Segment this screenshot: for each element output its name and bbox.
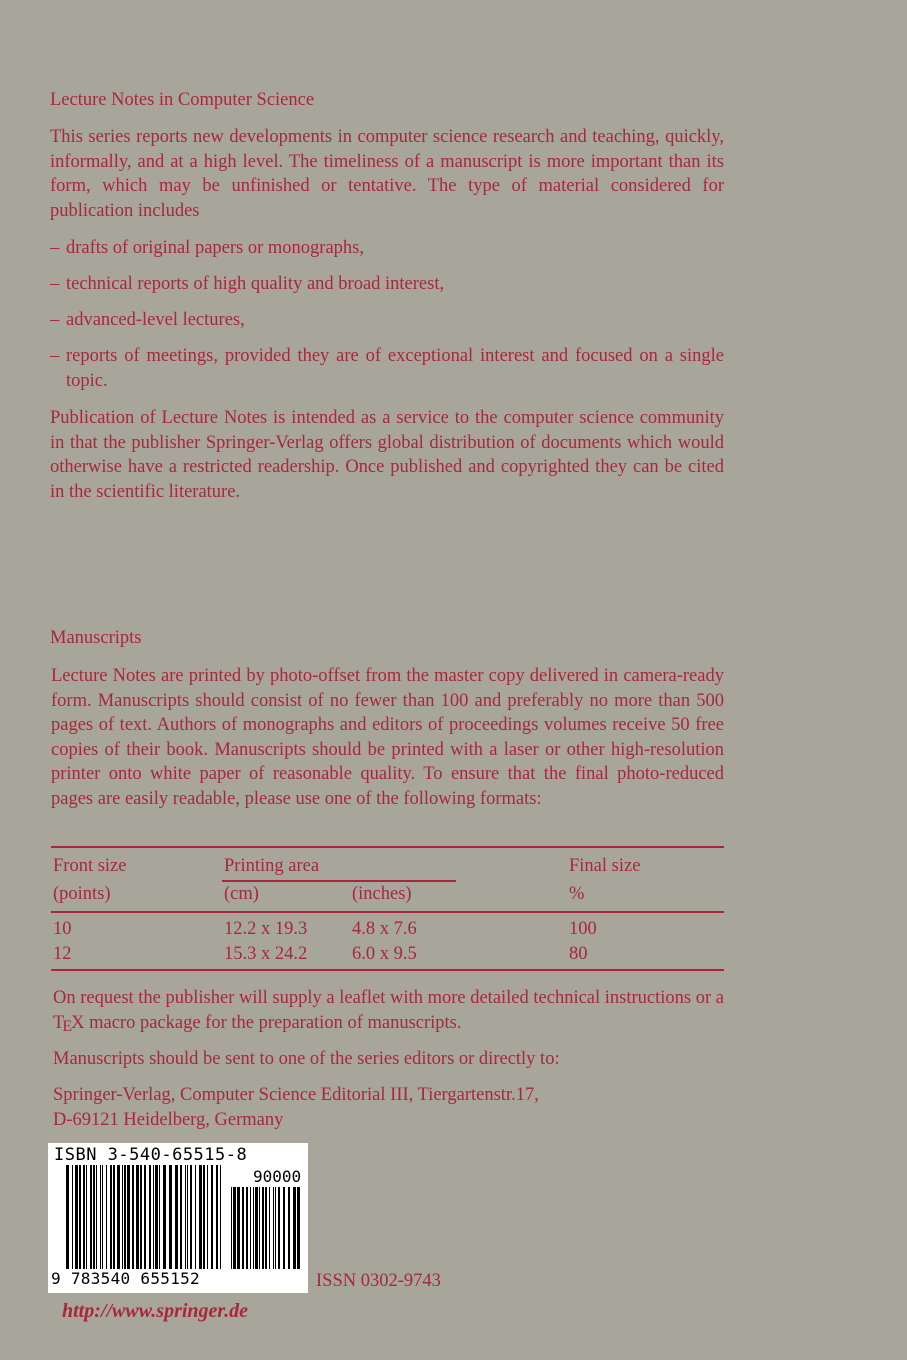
header-font-size: Front size [53,856,127,876]
barcode-bar [278,1187,280,1269]
barcode-bar [190,1165,192,1269]
cell-inches: 4.8 x 7.6 [352,919,417,939]
barcode-bar [100,1165,101,1269]
barcode-bar [122,1165,123,1269]
send-to-line: Manuscripts should be sent to one of the series editors or directly to: [53,1049,560,1069]
leaflet-paragraph [53,986,724,1036]
publication-paragraph: Publication of Lecture Notes is intended as a service to the computer science community in that the publisher Springer-Verlag offers global distribution of documents which would otherwise have a restricted readership. Once published and copyrighted they can be cited in the scientific literature. [50,408,724,502]
barcode-bar [96,1165,97,1269]
cell-percent: 80 [569,944,588,964]
ean-digits: 9 783540 655152 [51,1269,200,1288]
barcode-bar [132,1165,134,1269]
table-header-rule [51,911,724,913]
barcode-bar [79,1165,81,1269]
barcode-bar [175,1165,178,1269]
address-line-1: Springer-Verlag, Computer Science Editorial III, Tiergartenstr.17, [53,1085,539,1105]
barcode-bar [273,1187,274,1269]
website-link[interactable]: http://www.springer.de [62,1300,248,1322]
barcode-bar [86,1165,87,1269]
header-inches: (inches) [352,884,412,904]
barcode-bar [199,1165,202,1269]
barcode-bar [83,1165,85,1269]
barcode-bar [259,1187,260,1269]
price-code: 90000 [253,1167,302,1186]
barcode-bar [216,1165,218,1269]
barcode-bar [293,1187,296,1269]
barcode-bar [288,1187,290,1269]
barcode-bar [242,1187,244,1269]
cell-percent: 100 [569,919,597,939]
table-bottom-rule [51,969,724,971]
barcode-bar [110,1165,112,1269]
barcode-bar [144,1165,146,1269]
barcode-bar [203,1165,205,1269]
barcode-bar [297,1187,300,1269]
barcode-bar [185,1165,186,1269]
header-cm: (cm) [224,884,259,904]
barcode-bar [275,1187,276,1269]
cell-cm: 12.2 x 19.3 [224,919,308,939]
list-item [50,272,724,297]
barcode-bar [136,1165,139,1269]
intro-paragraph: This series reports new developments in computer science research and teaching, quickly, informally, and at a high level. The timeliness of a manuscript is more important than its form, which may be unfinished or tentative. The type of material considered for publication includes [50,127,724,221]
list-item-text: drafts of original papers or monographs, [66,238,364,258]
barcode-bar [220,1165,221,1269]
tex-logo: TEX [53,1012,85,1035]
barcode-bar [246,1187,248,1269]
barcode-bar [187,1165,188,1269]
barcode-bar [159,1165,160,1269]
list-item [50,344,724,393]
barcode-bar [113,1165,115,1269]
barcode-bar [93,1165,95,1269]
barcode-bar [262,1187,264,1269]
barcode-bar [169,1165,172,1269]
barcode-bar [180,1165,182,1269]
barcode-bar [127,1165,130,1269]
list-item-text: reports of meetings, provided they are of exceptional interest and focused on a single topic. [66,346,724,391]
address-line-2: D-69121 Heidelberg, Germany [53,1110,284,1130]
barcode-bar [265,1187,267,1269]
header-printing-area: Printing area [224,856,320,876]
barcode-bar [233,1187,236,1269]
ean-barcode-bars [66,1165,246,1269]
header-final-size: Final size [569,856,641,876]
barcode-bar [237,1187,240,1269]
table-top-rule [51,846,724,848]
barcode-bar [90,1165,92,1269]
barcode-bar [163,1165,166,1269]
barcode-bar [255,1187,258,1269]
barcode-bar [72,1165,73,1269]
list-dash: – [50,346,60,366]
list-item [50,308,724,333]
barcode-bar [140,1165,142,1269]
series-heading: Lecture Notes in Computer Science [50,90,315,110]
isbn-barcode [48,1143,308,1293]
cell-points: 10 [53,919,72,939]
barcode-bar [195,1165,196,1269]
manuscripts-heading: Manuscripts [50,628,142,648]
barcode-bar [117,1165,120,1269]
barcode-bar [155,1165,158,1269]
barcode-bar [269,1187,270,1269]
cell-cm: 15.3 x 24.2 [224,944,308,964]
issn-label: ISSN 0302-9743 [316,1271,441,1291]
barcode-bar [207,1165,208,1269]
isbn-label: ISBN 3-540-65515-8 [54,1145,248,1165]
barcode-bar [253,1187,254,1269]
list-item-text: technical reports of high quality and broad interest, [66,274,445,294]
printing-area-rule [222,880,456,882]
manuscripts-paragraph: Lecture Notes are printed by photo-offset from the master copy delivered in camera-ready form. Manuscripts should consist of no fewer than 100 and preferably no more than 500 pages of text. Authors of monographs and editors of proceedings volumes receive 50 free copies of their book. Manuscripts should be printed with a laser or other high-resolution printer onto white paper of reasonable quality. To ensure that the final photo-reduced pages are easily readable, please use one of the following formats: [51,666,724,809]
barcode-bar [211,1165,213,1269]
barcode-bar [124,1165,126,1269]
barcode-bar [153,1165,154,1269]
barcode-bar [75,1165,78,1269]
leaflet-text-before: On request the publisher will supply a leaflet with more detailed technical instructions or a [53,988,724,1008]
list-dash: – [50,310,60,330]
list-item-text: advanced-level lectures, [66,310,245,330]
cell-points: 12 [53,944,72,964]
barcode-bar [66,1165,69,1269]
barcode-bar [149,1165,151,1269]
barcode-bar [250,1187,251,1269]
barcode-bar [102,1165,103,1269]
header-final-size-unit: % [569,884,585,904]
leaflet-text-after: macro package for the preparation of manuscripts. [84,1012,462,1033]
header-font-size-unit: (points) [53,884,111,904]
cell-inches: 6.0 x 9.5 [352,944,417,964]
barcode-bar [106,1165,107,1269]
list-dash: – [50,238,60,258]
barcode-bar [283,1187,285,1269]
list-item [50,236,724,261]
barcode-bar [231,1187,232,1269]
list-dash: – [50,274,60,294]
price-barcode-bars [231,1187,303,1269]
